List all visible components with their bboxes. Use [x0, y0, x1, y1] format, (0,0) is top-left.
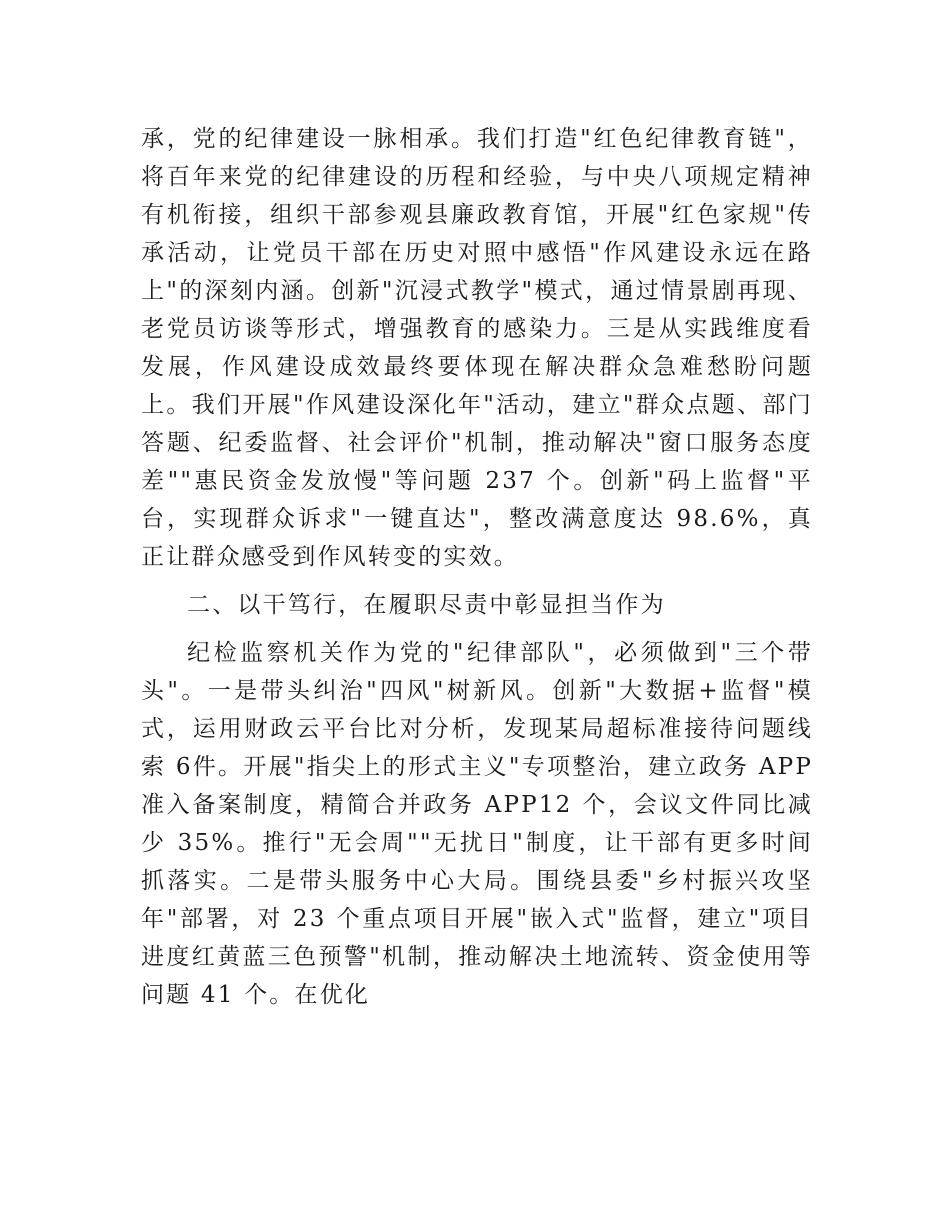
- document-body: [141, 120, 813, 1014]
- section-heading: 二、以干笃行，在履职尽责中彰显担当作为: [187, 592, 666, 618]
- body-paragraph-continued: 承，党的纪律建设一脉相承。我们打造"红色纪律教育链"，将百年来党的纪律建设的历程和经验，与中央八项规定精神有机衔接，组织干部参观县廉政教育馆，开展"红色家规"传承活动，让党员干部在历史对照中感悟"作风建设永远在路上"的深刻内涵。创新"沉浸式教学"模式，通过情景剧再现、老党员访谈等形式，增强教育的感染力。三是从实践维度看发展，作风建设成效最终要体现在解决群众急难愁盼问题上。我们开展"作风建设深化年"活动，建立"群众点题、部门答题、纪委监督、社会评价"机制，推动解决"窗口服务态度差""惠民资金发放慢"等问题 237 个。创新"码上监督"平台，实现群众诉求"一键直达"，整改满意度达 98.6%，真正让群众感受到作风转变的实效。: [141, 126, 813, 570]
- body-paragraph: 纪检监察机关作为党的"纪律部队"，必须做到"三个带头"。一是带头纠治"四风"树新风。创新"大数据+监督"模式，运用财政云平台比对分析，发现某局超标准接待问题线索 6件。开展"指尖上的形式主义"专项整治，建立政务 APP 准入备案制度，精简合并政务 APP12 个，会议文件同比减少 35%。推行"无会周""无扰日"制度，让干部有更多时间抓落实。二是带头服务中心大局。围绕县委"乡村振兴攻坚年"部署，对 23 个重点项目开展"嵌入式"监督，建立"项目进度红黄蓝三色预警"机制，推动解决土地流转、资金使用等问题 41 个。在优化: [141, 640, 813, 1008]
